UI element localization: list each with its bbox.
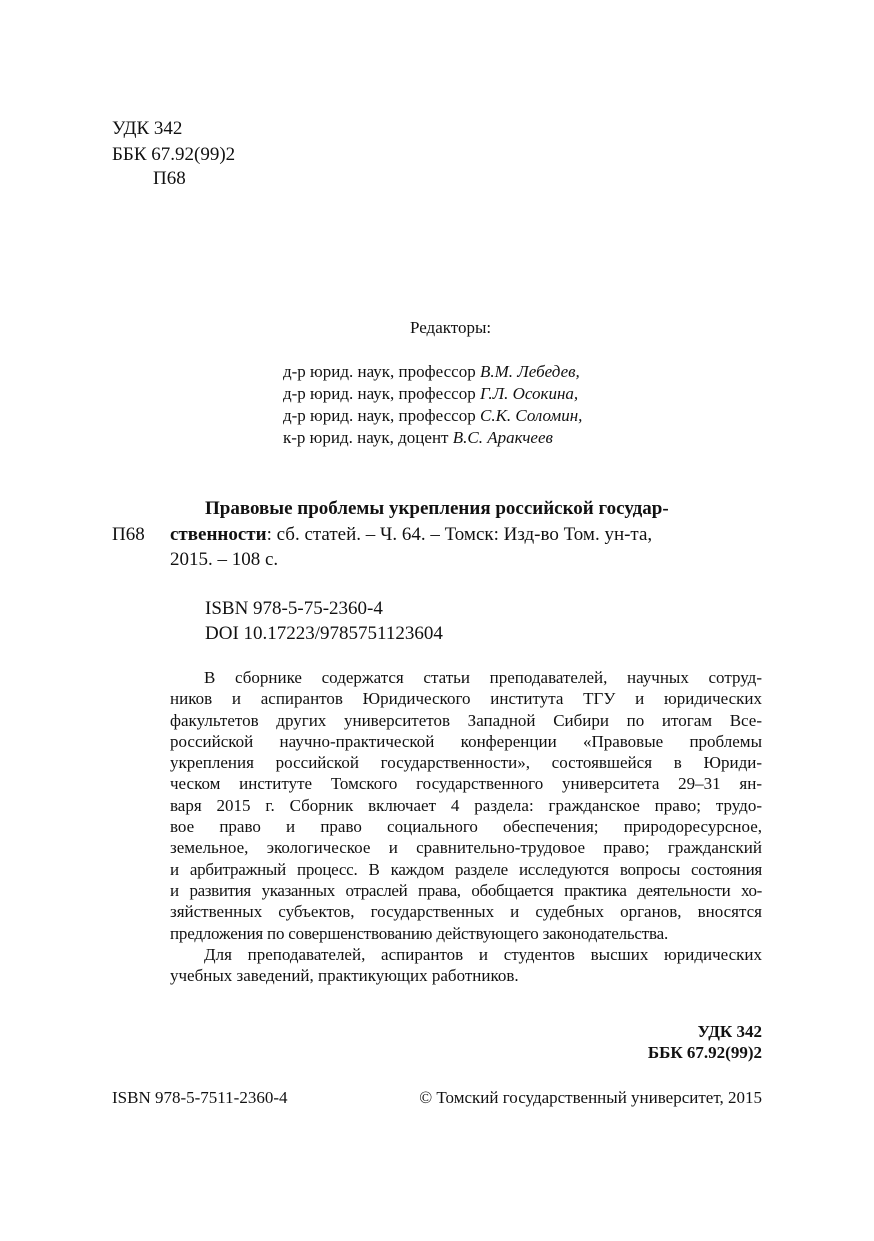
abstract-line: укрепления российской государственности», состоявшейся в Юриди- <box>170 753 762 773</box>
abstract-line: учебных заведений, практикующих работников. <box>170 966 519 986</box>
record-doi: DOI 10.17223/9785751123604 <box>205 623 443 644</box>
editor-line <box>283 383 578 404</box>
udk-bottom: УДК 342 <box>697 1022 762 1041</box>
abstract-line: земельное, экологическое и сравнительно-трудовое право; гражданский <box>170 838 762 858</box>
editor-name: Г.Л. Осокина, <box>479 384 579 403</box>
udk-top: УДК 342 <box>112 118 183 139</box>
footer-copyright: © Томский государственный университет, 2015 <box>419 1088 762 1107</box>
abstract-line: В сборнике содержатся статьи преподавателей, научных сотруд- <box>204 668 762 687</box>
record-isbn: ISBN 978-5-75-2360-4 <box>205 598 383 619</box>
bbk-bottom: ББК 67.92(99)2 <box>647 1043 762 1062</box>
record-title-line2: ственности <box>170 524 267 545</box>
record-line2 <box>170 524 762 546</box>
bbk-top: ББК 67.92(99)2 <box>112 144 236 165</box>
abstract-line: факультетов других университетов Западной Сибири по итогам Все- <box>170 710 762 730</box>
editor-title: к-р юрид. наук, доцент <box>283 428 449 447</box>
abstract-line: Для преподавателей, аспирантов и студентов высших юридических <box>204 944 762 964</box>
abstract-line: ников и аспирантов Юридического института ТГУ и юридических <box>170 689 762 709</box>
editor-title: д-р юрид. наук, профессор <box>283 406 476 425</box>
abstract-line: зяйственных субъектов, государственных и судебных органов, вносятся <box>170 902 762 922</box>
footer-isbn: ISBN 978-5-7511-2360-4 <box>112 1088 288 1107</box>
abstract-line: ческом институте Томского государственного университета 29–31 ян- <box>170 774 762 794</box>
record-code: П68 <box>112 524 145 545</box>
record-publication: : сб. статей. – Ч. 64. – Томск: Изд-во Том. ун-та, <box>266 524 653 545</box>
editor-line <box>283 427 553 448</box>
editor-title: д-р юрид. наук, профессор <box>283 384 476 403</box>
abstract-line: и арбитражный процесс. В каждом разделе исследуются вопросы состояния <box>170 859 762 879</box>
editor-name: В.С. Аракчеев <box>452 428 553 447</box>
record-title-line1: Правовые проблемы укрепления российской государ- <box>205 498 669 519</box>
abstract-line: российской научно-практической конференции «Правовые проблемы <box>170 731 762 751</box>
editor-name: В.М. Лебедев, <box>479 362 580 381</box>
editor-line <box>283 405 582 426</box>
record-year-pages: 2015. – 108 с. <box>170 549 279 570</box>
editor-title: д-р юрид. наук, профессор <box>283 362 476 381</box>
editors-heading: Редакторы: <box>410 318 492 337</box>
abstract <box>170 667 762 986</box>
abstract-line: вое право и право социального обеспечения; природоресурсное, <box>170 817 762 837</box>
abstract-line: варя 2015 г. Сборник включает 4 раздела: гражданское право; трудо- <box>170 795 762 815</box>
abstract-line: предложения по совершенствованию действующего законодательства. <box>170 923 668 943</box>
author-code-top: П68 <box>153 168 186 189</box>
editor-name: С.К. Соломин, <box>479 406 583 425</box>
editor-line <box>283 361 580 382</box>
abstract-line: и развития указанных отраслей права, обобщается практика деятельности хо- <box>170 880 762 900</box>
